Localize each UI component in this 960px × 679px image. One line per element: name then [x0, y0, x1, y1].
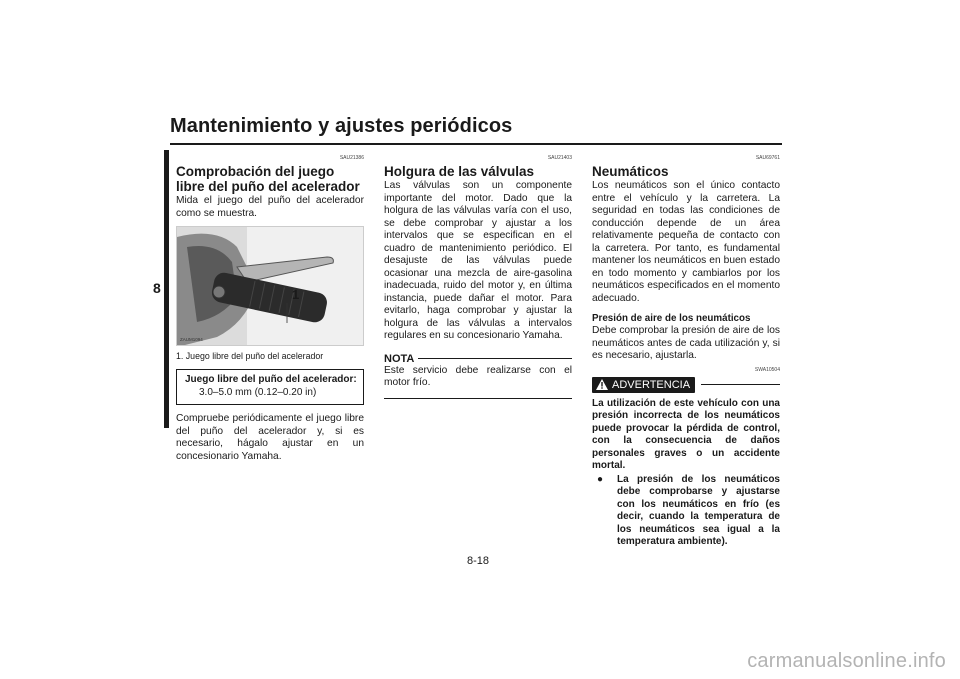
- section-code: SAU21403: [547, 155, 572, 161]
- figure-callout: 1: [292, 287, 300, 302]
- note-rule: [418, 358, 572, 359]
- warning-text: La utilización de este vehículo con una presión incorrecta de los neumáticos puede provocar la pérdida de control, con la consecuencia de daños personales graves o un accidente mortal.: [592, 397, 780, 471]
- section-heading: Comprobación del juego libre del puño del acelerador: [176, 164, 360, 194]
- note-text: Este servicio debe realizarse con el motor frío.: [384, 364, 572, 388]
- section-heading: Holgura de las válvulas: [384, 164, 535, 179]
- column-tires: [592, 155, 780, 549]
- title-rule: [170, 143, 782, 145]
- bullet-text: La presión de los neumáticos debe comprobarse y ajustarse con los neumáticos en frío (es decir, cuando la temperatura de los neumáticos sea igual a la temperatura ambiente).: [617, 473, 780, 547]
- section-body: Compruebe periódicamente el juego libre del puño del acelerador y, si es necesario, hágalo ajustar en un concesionario Yamaha.: [176, 413, 364, 462]
- page-number: 8-18: [467, 555, 490, 567]
- chapter-number: 8: [153, 280, 161, 296]
- watermark: carmanualsonline.info: [747, 650, 946, 672]
- warning-triangle-icon: [596, 379, 608, 390]
- figure-caption: 1. Juego libre del puño del acelerador: [176, 351, 324, 361]
- subheading: Presión de aire de los neumáticos: [592, 313, 751, 324]
- handlebar-illustration: [177, 227, 364, 346]
- section-intro: Mida el juego del puño del acelerador como se muestra.: [176, 195, 364, 219]
- throttle-grip-photo: [176, 226, 364, 346]
- note-header: [384, 353, 572, 365]
- section-heading: Neumáticos: [592, 164, 669, 179]
- section-body: Los neumáticos son el único contacto entre el vehículo y la carretera. La seguridad en todas las condiciones de conducción depende de un área relativamente pequeña de contacto con la carretera. Por tanto, es fundamental mantener los neumáticos en buen estado en todo momento y cambiarlos por los neumáticos especificados en el momento adecuado.: [592, 180, 780, 304]
- section-code: SAU69761: [755, 155, 780, 161]
- spec-box: [176, 369, 364, 405]
- section-code: SAU21386: [339, 155, 364, 161]
- warning-rule: [701, 384, 780, 386]
- note-end-rule: [384, 398, 572, 399]
- spec-value: 3.0–5.0 mm (0.12–0.20 in): [199, 386, 317, 398]
- bullet-icon: ●: [597, 473, 604, 485]
- warning-header: [592, 377, 780, 393]
- sub-body: Debe comprobar la presión de aire de los neumáticos antes de cada utilización y, si es necesario, ajustarla.: [592, 325, 780, 361]
- page-title: Mantenimiento y ajustes periódicos: [170, 115, 513, 137]
- figure-code: ZAUM1094: [180, 337, 203, 342]
- warning-label: ADVERTENCIA: [612, 378, 691, 391]
- column-valves: [384, 155, 572, 399]
- section-body: Las válvulas son un componente importante del motor. Dado que la holgura de las válvulas varía con el uso, se debe comprobar y ajustar a los intervalos que se especifican en el cuadro de mantenimiento periódico. El desajuste de las válvulas puede ocasionar una mezcla de aire-gasolina inadecuada, ruido del motor y, en última instancia, puede dañar el motor. Para evitarlo, haga comprobar y ajustar la holgura de las válvulas a intervalos regulares en su concesionario Yamaha.: [384, 180, 572, 341]
- note-label: NOTA: [384, 352, 415, 365]
- warning-code: SWA10504: [754, 366, 780, 373]
- warning-badge: [592, 377, 695, 393]
- spec-title: Juego libre del puño del acelerador:: [185, 374, 357, 385]
- chapter-tab: [164, 150, 169, 428]
- warning-bullet: [592, 474, 780, 549]
- column-throttle: [176, 155, 364, 463]
